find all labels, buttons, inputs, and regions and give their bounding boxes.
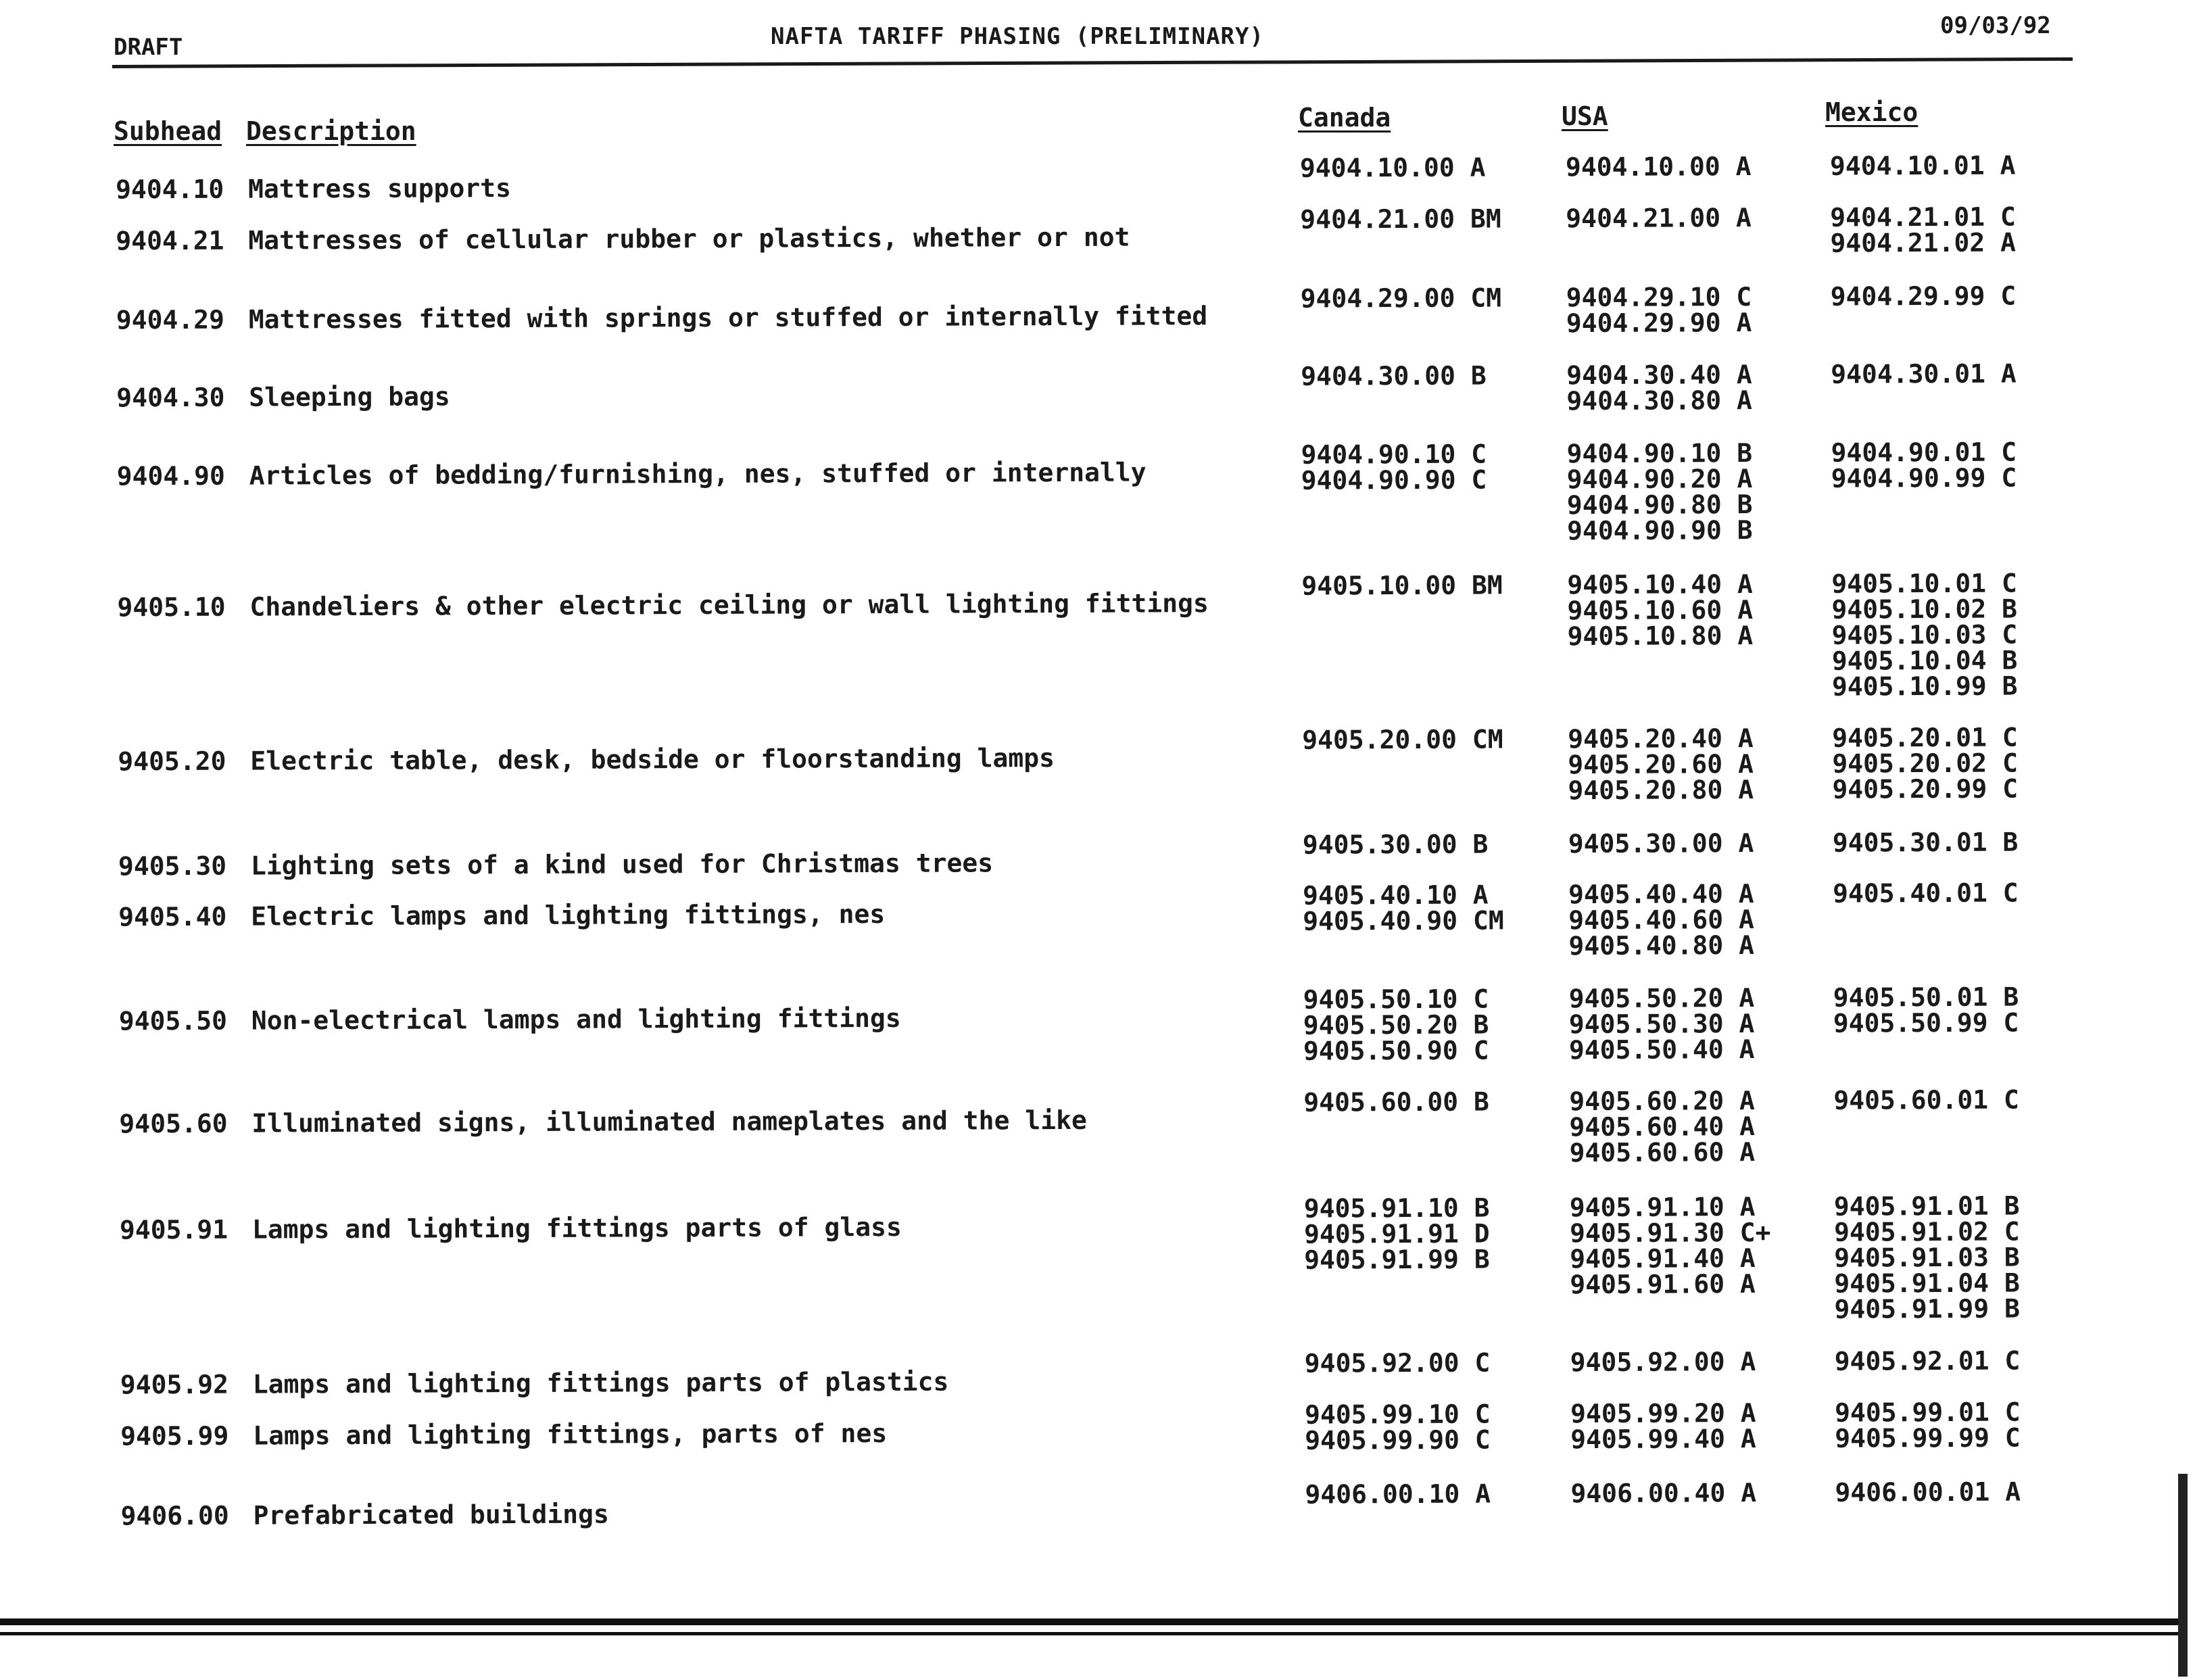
mexico-tariff-code: 9405.50.99 C (1833, 1007, 2019, 1038)
mexico-tariff-code: 9405.10.04 B (1831, 645, 2018, 676)
mexico-tariff-code: 9405.99.01 C (1834, 1397, 2021, 1428)
subhead-code: 9405.10 (117, 592, 226, 623)
table-row (4, 982, 2195, 1066)
mexico-tariff-code: 9405.91.03 B (1834, 1242, 2020, 1273)
usa-tariff-code: 9406.00.40 A (1570, 1478, 1757, 1509)
mexico-tariff-code: 9404.21.01 C (1830, 201, 2016, 233)
canada-codes (1304, 1195, 1490, 1273)
mexico-codes (1829, 150, 2016, 181)
table-row (3, 722, 2195, 806)
mexico-codes (1831, 358, 2017, 389)
usa-tariff-code: 9404.90.20 A (1566, 464, 1753, 495)
usa-tariff-code: 9405.40.80 A (1568, 930, 1755, 961)
table-row (2, 437, 2195, 546)
description-text: Electric table, desk, bedside or floorstanding lamps (250, 743, 1055, 776)
usa-codes (1568, 723, 1754, 806)
canada-tariff-code: 9405.99.90 C (1305, 1424, 1491, 1456)
table-row (3, 878, 2195, 961)
description-text: Mattresses fitted with springs or stuffed or internally fitted (248, 301, 1208, 335)
canada-codes (1301, 360, 1487, 391)
canada-codes (1303, 986, 1489, 1064)
canada-tariff-code: 9405.91.10 B (1303, 1193, 1490, 1224)
mexico-tariff-code: 9405.20.02 C (1832, 748, 2018, 779)
document-title: NAFTA TARIFF PHASING (PRELIMINARY) (771, 23, 1264, 50)
mexico-tariff-code: 9404.10.01 A (1829, 150, 2016, 181)
usa-tariff-code: 9405.50.20 A (1568, 983, 1755, 1014)
description-text: Chandeliers & other electric ceiling or wall lighting fittings (249, 588, 1209, 622)
mexico-tariff-code: 9405.10.01 C (1831, 568, 2017, 599)
usa-codes (1566, 362, 1752, 414)
usa-codes (1570, 1347, 1756, 1378)
mexico-tariff-code: 9405.30.01 B (1832, 827, 2019, 858)
mexico-tariff-code: 9405.20.99 C (1832, 773, 2019, 805)
mexico-codes (1832, 722, 2019, 805)
table-row (5, 1477, 2195, 1531)
subhead-code: 9404.30 (116, 382, 225, 413)
canada-tariff-code: 9404.90.90 C (1301, 464, 1487, 496)
canada-codes (1301, 441, 1487, 494)
usa-codes (1565, 151, 1752, 183)
description-text: Lighting sets of a kind used for Christmas trees (250, 848, 994, 881)
description-text: Mattresses of cellular rubber or plastics, whether or not (248, 222, 1130, 256)
column-header-usa: USA (1562, 101, 1608, 131)
usa-tariff-code: 9405.20.80 A (1568, 775, 1754, 806)
canada-tariff-code: 9405.99.10 C (1304, 1399, 1491, 1430)
scan-edge (2178, 1474, 2188, 1677)
usa-tariff-code: 9405.40.60 A (1568, 905, 1754, 936)
mexico-tariff-code: 9404.90.99 C (1831, 462, 2017, 494)
description-text: Articles of bedding/furnishing, nes, stuffed or internally (249, 457, 1147, 491)
canada-codes (1304, 1347, 1491, 1378)
draft-label: DRAFT (114, 34, 183, 61)
usa-tariff-code: 9405.60.60 A (1569, 1137, 1756, 1168)
usa-tariff-code: 9404.21.00 A (1566, 203, 1752, 234)
canada-tariff-code: 9405.40.10 A (1303, 880, 1489, 911)
usa-tariff-code: 9405.60.20 A (1569, 1086, 1755, 1117)
subhead-code: 9405.50 (118, 1005, 228, 1036)
usa-tariff-code: 9405.10.80 A (1567, 621, 1754, 652)
description-text: Illuminated signs, illuminated nameplates and the like (251, 1105, 1087, 1138)
mexico-codes (1831, 283, 2017, 310)
mexico-tariff-code: 9406.00.01 A (1835, 1477, 2021, 1508)
description-text: Electric lamps and lighting fittings, nes (251, 898, 886, 932)
mexico-tariff-code: 9405.99.99 C (1835, 1422, 2021, 1454)
mexico-tariff-code: 9404.29.99 C (1830, 281, 2017, 312)
column-header-description: Description (246, 116, 416, 146)
footer-rule-thin (0, 1632, 2184, 1635)
usa-codes (1568, 830, 1754, 857)
mexico-tariff-code: 9405.10.99 B (1831, 671, 2018, 702)
subhead-code: 9405.60 (119, 1108, 228, 1139)
mexico-tariff-code: 9405.40.01 C (1833, 878, 2019, 909)
mexico-tariff-code: 9405.10.03 C (1831, 619, 2018, 650)
usa-tariff-code: 9404.29.90 A (1566, 308, 1752, 339)
description-text: Sleeping bags (249, 381, 450, 412)
usa-tariff-code: 9405.50.30 A (1568, 1009, 1755, 1040)
usa-tariff-code: 9405.91.10 A (1569, 1192, 1756, 1223)
canada-tariff-code: 9405.91.91 D (1303, 1218, 1490, 1249)
usa-tariff-code: 9404.90.90 B (1566, 515, 1753, 546)
usa-codes (1569, 1088, 1755, 1166)
usa-codes (1566, 203, 1752, 234)
usa-tariff-code: 9405.92.00 A (1570, 1347, 1756, 1378)
canada-codes (1300, 283, 1502, 314)
canada-codes (1301, 570, 1503, 601)
usa-tariff-code: 9405.91.40 A (1570, 1243, 1756, 1274)
canada-codes (1302, 724, 1503, 755)
usa-tariff-code: 9404.29.10 C (1566, 282, 1752, 313)
usa-codes (1569, 1192, 1771, 1300)
description-text: Lamps and lighting fittings parts of plastics (252, 1366, 949, 1399)
mexico-codes (1833, 1084, 2019, 1115)
mexico-codes (1830, 201, 2017, 258)
mexico-tariff-code: 9405.91.02 C (1833, 1216, 2020, 1247)
mexico-codes (1835, 1479, 2021, 1506)
usa-codes (1570, 1478, 1757, 1509)
canada-codes (1299, 152, 1486, 183)
description-text: Lamps and lighting fittings parts of glass (251, 1211, 902, 1245)
usa-tariff-code: 9405.99.20 A (1570, 1398, 1756, 1429)
footer-rule (0, 1618, 2184, 1625)
canada-tariff-code: 9405.50.20 B (1303, 1009, 1489, 1040)
subhead-code: 9404.21 (116, 225, 224, 256)
mexico-codes (1834, 1345, 2021, 1376)
mexico-codes (1834, 1193, 2020, 1322)
usa-tariff-code: 9405.99.40 A (1570, 1424, 1756, 1455)
subhead-code: 9405.99 (120, 1420, 229, 1451)
usa-tariff-code: 9405.60.40 A (1569, 1111, 1756, 1143)
mexico-codes (1833, 880, 2019, 907)
mexico-codes (1832, 827, 2019, 858)
usa-tariff-code: 9405.40.40 A (1568, 879, 1754, 910)
table-row (4, 1084, 2195, 1168)
mexico-codes (1831, 437, 2017, 494)
subhead-code: 9404.29 (116, 304, 225, 335)
mexico-codes (1834, 1397, 2021, 1454)
mexico-tariff-code: 9405.92.01 C (1834, 1345, 2021, 1376)
usa-tariff-code: 9404.90.80 B (1566, 489, 1753, 521)
subhead-code: 9405.40 (118, 901, 227, 932)
canada-tariff-code: 9405.10.00 BM (1301, 570, 1503, 601)
canada-tariff-code: 9405.50.10 C (1303, 984, 1489, 1015)
canada-tariff-code: 9405.92.00 C (1304, 1347, 1491, 1378)
subhead-code: 9405.92 (120, 1369, 229, 1400)
canada-tariff-code: 9404.29.00 CM (1300, 283, 1502, 314)
canada-tariff-code: 9404.10.00 A (1299, 152, 1486, 183)
mexico-tariff-code: 9404.30.01 A (1831, 358, 2017, 389)
mexico-codes (1833, 984, 2019, 1036)
canada-codes (1302, 829, 1489, 860)
usa-codes (1568, 881, 1754, 959)
table-row (5, 1345, 2195, 1400)
table-row (2, 568, 2195, 702)
usa-codes (1567, 440, 1753, 544)
mexico-tariff-code: 9405.50.01 B (1833, 982, 2019, 1013)
usa-tariff-code: 9404.30.40 A (1566, 360, 1752, 391)
usa-tariff-code: 9405.20.40 A (1568, 723, 1754, 754)
column-header-mexico: Mexico (1825, 97, 1919, 127)
table-row (1, 358, 2195, 416)
subhead-code: 9405.20 (118, 746, 226, 777)
mexico-codes (1831, 568, 2018, 702)
usa-tariff-code: 9405.10.40 A (1567, 569, 1753, 600)
usa-tariff-code: 9405.20.60 A (1568, 749, 1754, 780)
usa-codes (1570, 1398, 1756, 1455)
column-header-canada: Canada (1298, 103, 1391, 133)
usa-codes (1569, 985, 1755, 1063)
canada-tariff-code: 9406.00.10 A (1305, 1479, 1491, 1510)
table-row (1, 281, 2195, 339)
canada-tariff-code: 9405.50.90 C (1303, 1035, 1489, 1066)
canada-tariff-code: 9405.91.99 B (1304, 1244, 1490, 1275)
canada-tariff-code: 9404.30.00 B (1301, 360, 1487, 391)
canada-codes (1303, 882, 1504, 934)
usa-tariff-code: 9404.90.10 B (1566, 438, 1753, 469)
mexico-tariff-code: 9405.91.01 B (1833, 1191, 2020, 1222)
table-row (5, 1397, 2195, 1456)
mexico-tariff-code: 9405.60.01 C (1833, 1084, 2019, 1115)
description-text: Lamps and lighting fittings, parts of nes (253, 1418, 888, 1451)
table-row (1, 201, 2195, 258)
canada-codes (1305, 1481, 1491, 1508)
canada-tariff-code: 9405.60.00 B (1303, 1086, 1489, 1118)
usa-codes (1566, 282, 1752, 339)
mexico-tariff-code: 9404.21.02 A (1830, 227, 2017, 258)
canada-tariff-code: 9405.40.90 CM (1303, 905, 1504, 936)
usa-tariff-code: 9405.10.60 A (1567, 595, 1754, 626)
canada-tariff-code: 9404.90.10 C (1301, 439, 1487, 470)
mexico-tariff-code: 9405.91.99 B (1834, 1293, 2021, 1324)
subhead-code: 9405.30 (118, 850, 227, 882)
usa-tariff-code: 9405.50.40 A (1568, 1034, 1755, 1065)
subhead-code: 9405.91 (119, 1214, 228, 1245)
canada-codes (1303, 1086, 1489, 1118)
table-row (1, 150, 2195, 205)
usa-tariff-code: 9404.10.00 A (1565, 151, 1752, 183)
mexico-tariff-code: 9405.91.04 B (1834, 1268, 2020, 1299)
usa-tariff-code: 9405.91.60 A (1570, 1269, 1756, 1300)
usa-tariff-code: 9405.30.00 A (1568, 828, 1754, 859)
subhead-code: 9404.10 (115, 174, 224, 205)
mexico-tariff-code: 9404.90.01 C (1831, 437, 2017, 468)
document-date: 09/03/92 (1940, 12, 2051, 39)
subhead-code: 9406.00 (120, 1500, 229, 1531)
canada-tariff-code: 9405.20.00 CM (1302, 724, 1503, 755)
usa-codes (1567, 569, 1754, 652)
description-text: Prefabricated buildings (253, 1499, 609, 1531)
canada-codes (1305, 1401, 1491, 1454)
usa-tariff-code: 9405.91.30 C+ (1569, 1217, 1771, 1249)
mexico-tariff-code: 9405.20.01 C (1832, 722, 2018, 753)
canada-codes (1300, 203, 1501, 235)
canada-tariff-code: 9404.21.00 BM (1300, 203, 1501, 235)
column-header-subhead: Subhead (114, 116, 222, 146)
subhead-code: 9404.90 (116, 460, 225, 491)
table-row (5, 1191, 2195, 1324)
usa-tariff-code: 9404.30.80 A (1566, 385, 1752, 416)
mexico-tariff-code: 9405.10.02 B (1831, 594, 2018, 625)
canada-tariff-code: 9405.30.00 B (1302, 829, 1489, 860)
description-text: Non-electrical lamps and lighting fittings (251, 1003, 901, 1036)
description-text: Mattress supports (247, 173, 512, 204)
table-row (3, 827, 2195, 882)
